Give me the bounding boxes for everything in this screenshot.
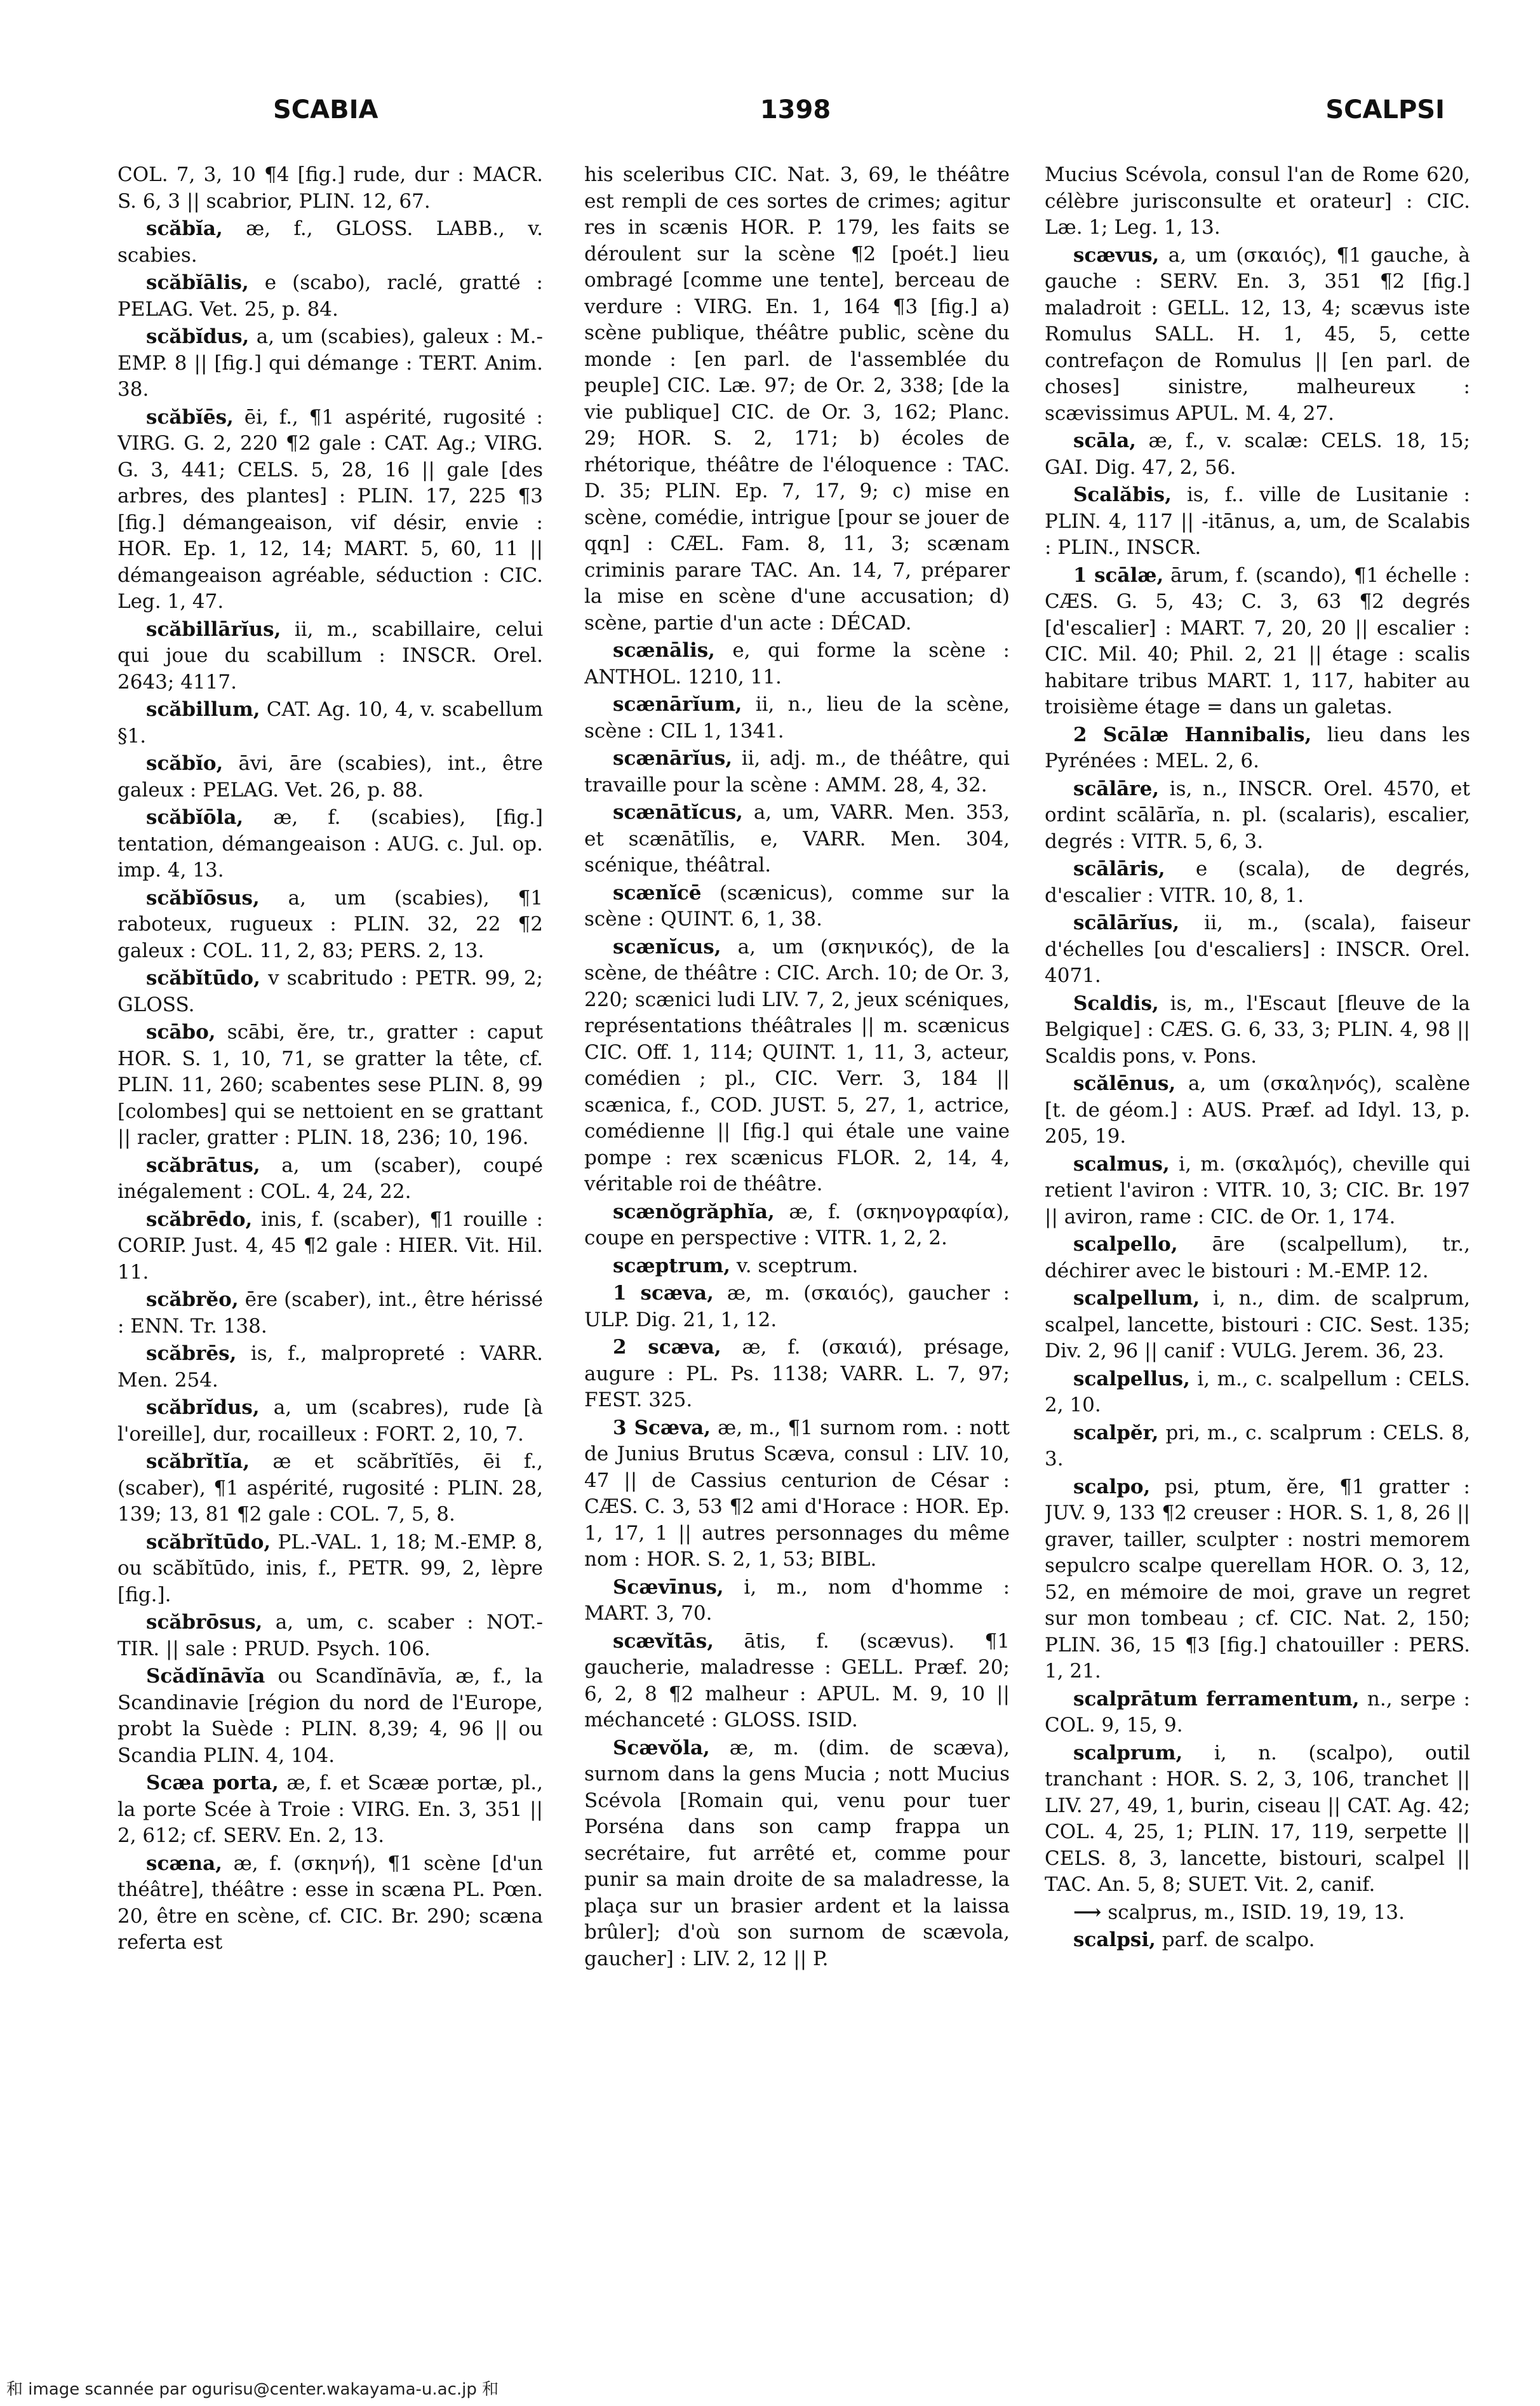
dictionary-entry [1045, 162, 1470, 241]
dictionary-entry [1045, 428, 1470, 481]
dictionary-entry [584, 1280, 1010, 1333]
header-left-word: SCABIA [273, 95, 378, 124]
dictionary-entry [117, 270, 543, 323]
entry-definition: ii, m., scabillaire, celui qui joue du scabillum : INSCR. Orel. 2643; 4117. [117, 617, 543, 694]
entry-headword: scænŏgrăphĭa, [613, 1200, 775, 1223]
entry-headword: scăbĭēs, [146, 405, 234, 429]
dictionary-entry [117, 965, 543, 1018]
entry-headword: scăbĭdus, [146, 325, 250, 348]
entry-headword: scalpo, [1073, 1475, 1151, 1498]
entry-headword: scăbillārĭus, [146, 617, 281, 641]
entry-definition: ou Scandĭnāvĭa, æ, f., la Scandinavie [région du nord de l'Europe, probt la Suède : PLIN. 8,39; 4, 96 || ou Scandia PLIN. 4, 104. [117, 1665, 543, 1767]
entry-definition: is, f., malpropreté : VARR. Men. 254. [117, 1342, 543, 1392]
entry-definition: lieu dans les Pyrénées : MEL. 2, 6. [1045, 723, 1470, 772]
entry-headword: scăbrĭdus, [146, 1396, 260, 1419]
header-right-word: SCALPSI [1325, 95, 1445, 124]
column-1 [117, 162, 543, 2334]
entry-definition: e, qui forme la scène : ANTHOL. 1210, 11. [584, 639, 1010, 689]
entry-headword: scænĭcus, [613, 935, 721, 958]
entry-definition: æ, m. (σκαιός), gaucher : ULP. Dig. 21, 1, 12. [584, 1282, 1010, 1331]
entry-headword: scalprātum ferramentum, [1073, 1687, 1360, 1710]
entry-definition: ārum, f. (scando), ¶1 échelle : CÆS. G. 5, 43; C. 3, 63 ¶2 degrés [d'escalier] : MART. 7, 20, 20 || escalier : CIC. Mil. 40; Phil. 2, 21 || étage : scalis habitare tribus MART. 1, 117, habiter au troisième étage = dans un galetas. [1045, 563, 1470, 718]
entry-headword: scăbrĕo, [146, 1288, 239, 1311]
dictionary-entry [584, 1575, 1010, 1627]
dictionary-entry [117, 1610, 543, 1662]
dictionary-entry [1045, 856, 1470, 909]
dictionary-entry [1045, 910, 1470, 990]
entry-definition: ii, n., lieu de la scène, scène : CIL 1, 1341. [584, 693, 1010, 743]
entry-headword: Scaldis, [1073, 991, 1159, 1015]
entry-headword: ⟶ [1073, 1900, 1102, 1924]
dictionary-entry [1045, 482, 1470, 561]
dictionary-entry [117, 885, 543, 965]
dictionary-entry [117, 1287, 543, 1340]
dictionary-entry [1045, 243, 1470, 427]
entry-headword: scalpsi, [1073, 1928, 1156, 1951]
entry-headword: scænĭcē [613, 881, 702, 904]
entry-definition: a, um (σκαληνός), scalène [t. de géom.] : AUS. Præf. ad Idyl. 13, p. 205, 19. [1045, 1072, 1470, 1148]
entry-headword: scābo, [146, 1021, 216, 1044]
dictionary-entry [584, 1334, 1010, 1414]
dictionary-entry [117, 1153, 543, 1206]
dictionary-entry [584, 934, 1010, 1198]
entry-headword: scālāre, [1073, 777, 1160, 800]
entry-definition: i, m., c. scalpellum : CELS. 2, 10. [1045, 1367, 1470, 1416]
entry-headword: scænālis, [613, 639, 715, 662]
entry-definition: e (scabo), raclé, gratté : PELAG. Vet. 25, p. 84. [117, 271, 543, 321]
dictionary-entry [1045, 1071, 1470, 1150]
entry-headword: scăbillum, [146, 698, 260, 721]
entry-headword: scænārĭus, [613, 747, 733, 770]
dictionary-entry [117, 216, 543, 269]
entry-definition: i, m. (σκαλμός), cheville qui retient l'aviron : VITR. 10, 3; CIC. Br. 197 || aviron, rame : CIC. de Or. 1, 174. [1045, 1152, 1470, 1228]
entry-headword: scăbĭa, [146, 217, 223, 240]
entry-headword: scalpĕr, [1073, 1421, 1159, 1444]
entry-headword: 3 Scæva, [613, 1416, 711, 1439]
entry-definition: i, n. (scalpo), outil tranchant : HOR. S. 2, 3, 106, tranchet || LIV. 27, 49, 1, burin, ciseau || CAT. Ag. 42; COL. 4, 25, 1; PLIN. 17, 119, serpette || CELS. 8, 3, lancette, bistouri, scalpel || TAC. An. 5, 8; SUET. Vit. 2, canif. [1045, 1741, 1470, 1896]
dictionary-entry [117, 805, 543, 884]
entry-headword: scăbrĭtūdo, [146, 1530, 271, 1554]
entry-headword: scævĭtās, [613, 1629, 714, 1653]
entry-headword: scālārĭus, [1073, 911, 1180, 934]
entry-definition: (scænicus), comme sur la scène : QUINT. 6, 1, 38. [584, 881, 1010, 931]
entry-headword: scăbrātus, [146, 1153, 260, 1177]
dictionary-entry [1045, 1232, 1470, 1284]
dictionary-entry [117, 1449, 543, 1528]
dictionary-entry [117, 1770, 543, 1850]
entry-definition: e (scala), de degrés, d'escalier : VITR. 10, 8, 1. [1045, 857, 1470, 907]
entry-definition: Mucius Scévola, consul l'an de Rome 620, célèbre jurisconsulte et orateur] : CIC. Læ. 1; Leg. 1, 13. [1045, 163, 1470, 239]
entry-definition: is, f.. ville de Lusitanie : PLIN. 4, 117 || -itānus, a, um, de Scalabis : PLIN., INSCR. [1045, 483, 1470, 559]
entry-definition: psi, ptum, ĕre, ¶1 gratter : JUV. 9, 133 ¶2 creuser : HOR. S. 1, 8, 26 || graver, tailler, sculpter : nostri memorem sepulcro scalpe querellam HOR. O. 3, 12, 52, en mémoire de moi, grave un regret sur mon tombeau ; cf. CIC. Nat. 2, 150; PLIN. 36, 15 ¶3 [fig.] chatouiller : PERS. 1, 21. [1045, 1475, 1470, 1683]
entry-headword: scăbĭo, [146, 752, 224, 775]
entry-headword: 2 scæva, [613, 1336, 721, 1359]
entry-definition: CAT. Ag. 10, 4, v. scabellum §1. [117, 698, 543, 748]
dictionary-entry [117, 162, 543, 215]
entry-definition: ēre (scaber), int., être hérissé : ENN. Tr. 138. [117, 1288, 543, 1338]
entry-headword: scalprum, [1073, 1741, 1183, 1764]
dictionary-entry [117, 617, 543, 696]
entry-headword: scăbĭōsus, [146, 886, 260, 910]
dictionary-entry [1045, 1152, 1470, 1231]
page-number: 1398 [760, 95, 831, 124]
entry-headword: scăbrĭtĭa, [146, 1450, 250, 1473]
entry-headword: 1 scæva, [613, 1282, 714, 1305]
entry-headword: scænātĭcus, [613, 801, 743, 824]
dictionary-entry [1045, 1927, 1470, 1954]
entry-headword: Scădĭnāvĭa [146, 1665, 265, 1688]
entry-definition: parf. de scalpo. [1162, 1928, 1315, 1951]
dictionary-entry [1045, 1686, 1470, 1739]
dictionary-entry [117, 697, 543, 749]
dictionary-entry [1045, 1740, 1470, 1899]
dictionary-entry [117, 1019, 543, 1152]
entry-headword: scăbĭālis, [146, 271, 249, 294]
entry-headword: Scævīnus, [613, 1575, 724, 1599]
entry-definition: ii, m., (scala), faiseur d'échelles [ou d'escaliers] : INSCR. Orel. 4071. [1045, 911, 1470, 987]
entry-definition: a, um, VARR. Men. 353, et scænātĭlis, e, VARR. Men. 304, scénique, théâtral. [584, 801, 1010, 877]
dictionary-entry [584, 1199, 1010, 1252]
entry-definition: æ, f. (scabies), [fig.] tentation, démangeaison : AUG. c. Jul. op. imp. 4, 13. [117, 806, 543, 882]
dictionary-entry [117, 324, 543, 403]
entry-definition: a, um (σκαιός), ¶1 gauche, à gauche : SERV. En. 3, 351 ¶2 [fig.] maladroit : GELL. 12, 13, 4; scævus iste Romulus SALL. H. 1, 45, 5, cette contrefaçon de Romulus || [en parl. de choses] sinistre, malheureux : scævissimus APUL. M. 4, 27. [1045, 243, 1470, 425]
dictionary-entry [584, 692, 1010, 744]
entry-headword: scăbrēdo, [146, 1207, 253, 1231]
entry-definition: i, n., dim. de scalprum, scalpel, lancette, bistouri : CIC. Sest. 135; Div. 2, 96 || canif : VULG. Jerem. 36, 23. [1045, 1287, 1470, 1362]
entry-definition: pri, m., c. scalprum : CELS. 8, 3. [1045, 1421, 1470, 1470]
entry-headword: scăbĭōla, [146, 806, 244, 829]
entry-definition: is, n., INSCR. Orel. 4570, et ordint scālārĭa, n. pl. (scalaris), escalier, degrés : VITR. 5, 6, 3. [1045, 777, 1470, 853]
entry-headword: scăbrēs, [146, 1342, 237, 1365]
entry-headword: scalpellus, [1073, 1367, 1190, 1390]
dictionary-entry [584, 746, 1010, 798]
dictionary-entry [584, 638, 1010, 690]
entry-headword: scænārĭum, [613, 693, 742, 716]
entry-definition: i, m., nom d'homme : MART. 3, 70. [584, 1575, 1010, 1625]
entry-definition: a, um (scabies), ¶1 raboteux, rugueux : PLIN. 32, 22 ¶2 galeux : COL. 11, 2, 83; PERS. 2, 13. [117, 886, 543, 962]
entry-headword: 2 Scālæ Hannibalis, [1073, 723, 1312, 746]
entry-headword: Scæa porta, [146, 1771, 279, 1794]
dictionary-entry [117, 405, 543, 615]
dictionary-entry [1045, 1420, 1470, 1473]
entry-definition: æ, f., GLOSS. LABB., v. scabies. [117, 217, 543, 267]
scan-credit: 和 image scannée par ogurisu@center.wakayama-u.ac.jp 和 [6, 2380, 499, 2399]
entry-definition: n., serpe : COL. 9, 15, 9. [1045, 1687, 1470, 1737]
entry-definition: æ, m., ¶1 surnom rom. : nott de Junius Brutus Scæva, consul : LIV. 10, 47 || de Cassius centurion de César : CÆS. C. 3, 53 ¶2 ami d'Horace : HOR. Ep. 1, 17, 1 || autres personnages du même nom : HOR. S. 2, 1, 53; BIBL. [584, 1416, 1010, 1571]
dictionary-entry [584, 1629, 1010, 1734]
entry-definition: a, um (σκηνικός), de la scène, de théâtre : CIC. Arch. 10; de Or. 3, 220; scænici ludi LIV. 7, 2, jeux scéniques, représentations théâtrales || m. scænicus CIC. Off. 1, 114; QUINT. 1, 11, 3, acteur, comédien ; pl., CIC. Verr. 3, 184 || scænica, f., COD. JUST. 5, 27, 1, actrice, comédienne || [fig.] qui étale une vaine pompe : rex scænicus FLOR. 2, 14, 4, véritable roi de théâtre. [584, 935, 1010, 1195]
dictionary-entry [584, 1415, 1010, 1573]
dictionary-entry [117, 1395, 543, 1448]
page-header [114, 95, 1476, 140]
entry-headword: scæna, [146, 1852, 222, 1875]
dictionary-entry [117, 1529, 543, 1609]
entry-headword: scălēnus, [1073, 1072, 1176, 1095]
entry-definition: COL. 7, 3, 10 ¶4 [fig.] rude, dur : MACR. S. 6, 3 || scabrior, PLIN. 12, 67. [117, 163, 543, 213]
entry-definition: æ, f. et Scææ portæ, pl., la porte Scée à Troie : VIRG. En. 3, 351 || 2, 612; cf. SERV. En. 2, 13. [117, 1771, 543, 1847]
entry-definition: a, um, c. scaber : NOT.-TIR. || sale : PRUD. Psych. 106. [117, 1611, 543, 1660]
dictionary-entry [1045, 991, 1470, 1070]
entry-definition: æ, f. (σκαιά), présage, augure : PL. Ps. 1138; VARR. L. 7, 97; FEST. 325. [584, 1336, 1010, 1411]
entry-headword: scævus, [1073, 243, 1160, 267]
dictionary-entry [117, 1207, 543, 1286]
entry-definition: a, um (scabres), rude [à l'oreille], dur, rocailleux : FORT. 2, 10, 7. [117, 1396, 543, 1446]
entry-definition: æ et scăbrĭtĭēs, ēi f., (scaber), ¶1 aspérité, rugosité : PLIN. 28, 139; 13, 81 ¶2 gale : COL. 7, 5, 8. [117, 1450, 543, 1526]
entry-definition: æ, f., v. scalæ: CELS. 18, 15; GAI. Dig. 47, 2, 56. [1045, 429, 1470, 479]
dictionary-entry [1045, 722, 1470, 775]
entry-headword: scalpello, [1073, 1233, 1178, 1256]
entry-definition: scābi, ĕre, tr., gratter : caput HOR. S. 1, 10, 71, se gratter la tête, cf. PLIN. 11, 260; scabentes sese PLIN. 8, 99 [colombes] qui se nettoient en se grattant || racler, gratter : PLIN. 18, 236; 10, 196. [117, 1021, 543, 1149]
entry-headword: scæptrum, [613, 1254, 731, 1277]
column-2 [584, 162, 1010, 2334]
column-3 [1045, 162, 1470, 2334]
entry-definition: v scabritudo : PETR. 99, 2; GLOSS. [117, 967, 543, 1016]
dictionary-entry [584, 1735, 1010, 1973]
entry-headword: 1 scālæ, [1073, 563, 1164, 587]
dictionary-entry [584, 800, 1010, 879]
entry-definition: æ, f. (σκηνογραφία), coupe en perspective : VITR. 1, 2, 2. [584, 1200, 1010, 1249]
entry-headword: Scalăbis, [1073, 483, 1172, 506]
entry-definition: scalprus, m., ISID. 19, 19, 13. [1108, 1900, 1405, 1924]
entry-definition: ēi, f., ¶1 aspérité, rugosité : VIRG. G. 2, 220 ¶2 gale : CAT. Ag.; VIRG. G. 3, 441; CELS. 5, 28, 16 || gale [des arbres, des plantes] : PLIN. 17, 225 ¶3 [fig.] démangeaison, vif désir, envie : HOR. Ep. 1, 12, 14; MART. 5, 60, 11 || démangeaison agréable, séduction : CIC. Leg. 1, 47. [117, 405, 543, 613]
entry-headword: scăbĭtūdo, [146, 967, 260, 990]
entry-definition: ātis, f. (scævus). ¶1 gaucherie, maladresse : GELL. Præf. 20; 6, 2, 8 ¶2 malheur : APUL. M. 9, 10 || méchanceté : GLOSS. ISID. [584, 1629, 1010, 1731]
dictionary-entry [117, 751, 543, 803]
entry-definition: ii, adj. m., de théâtre, qui travaille pour la scène : AMM. 28, 4, 32. [584, 747, 1010, 796]
dictionary-entry [1045, 563, 1470, 721]
entry-definition: a, um (scaber), coupé inégalement : COL. 4, 24, 22. [117, 1153, 543, 1203]
entry-headword: scālāris, [1073, 857, 1165, 880]
dictionary-entry [1045, 1474, 1470, 1685]
entry-headword: scalmus, [1073, 1152, 1170, 1176]
entry-definition: āvi, āre (scabies), int., être galeux : PELAG. Vet. 26, p. 88. [117, 752, 543, 802]
dictionary-entry [1045, 1900, 1470, 1926]
entry-definition: v. sceptrum. [736, 1254, 859, 1277]
entry-definition: is, m., l'Escaut [fleuve de la Belgique] : CÆS. G. 6, 33, 3; PLIN. 4, 98 || Scaldis pons, v. Pons. [1045, 991, 1470, 1068]
entry-definition: inis, f. (scaber), ¶1 rouille : CORIP. Just. 4, 45 ¶2 gale : HIER. Vit. Hil. 11. [117, 1207, 543, 1284]
dictionary-entry [1045, 1366, 1470, 1419]
entry-definition: PL.-VAL. 1, 18; M.-EMP. 8, ou scăbĭtūdo, inis, f., PETR. 99, 2, lèpre [fig.]. [117, 1530, 543, 1606]
dictionary-entry [1045, 1286, 1470, 1365]
entry-headword: Scævŏla, [613, 1736, 710, 1759]
dictionary-entry [1045, 776, 1470, 856]
dictionary-entry [584, 1253, 1010, 1280]
entry-definition: his sceleribus CIC. Nat. 3, 69, le théâtre est rempli de ces sortes de crimes; agitur res in scænis HOR. P. 179, les faits se déroulent sur la scène ¶2 [poét.] lieu ombragé [comme une tente], berceau de verdure : VIRG. En. 1, 164 ¶3 [fig.] a) scène publique, théâtre public, scène du monde : [en parl. de l'assemblée du peuple] CIC. Læ. 97; de Or. 2, 338; [de la vie publique] CIC. de Or. 3, 162; Planc. 29; HOR. S. 2, 171; b) écoles de rhétorique, théâtre de l'éloquence : TAC. D. 35; PLIN. Ep. 7, 17, 9; c) mise en scène, comédie, intrigue [pour se jouer de qqn] : CÆL. Fam. 8, 11, 3; scænam criminis parare TAC. An. 14, 7, préparer la mise en scène d'une accusation; d) scène, partie d'un acte : DÉCAD. [584, 163, 1010, 635]
entry-definition: æ, f. (σκηνή), ¶1 scène [d'un théâtre], théâtre : esse in scæna PL. Pœn. 20, être en scène, cf. CIC. Br. 290; scæna referta est [117, 1852, 543, 1954]
entry-definition: āre (scalpellum), tr., déchirer avec le bistouri : M.-EMP. 12. [1045, 1233, 1470, 1282]
dictionary-entry [117, 1341, 543, 1394]
entry-definition: a, um (scabies), galeux : M.-EMP. 8 || [fig.] qui démange : TERT. Anim. 38. [117, 325, 543, 401]
dictionary-entry [117, 1851, 543, 1956]
entry-headword: scalpellum, [1073, 1287, 1200, 1310]
entry-headword: scăbrōsus, [146, 1611, 263, 1634]
dictionary-entry [584, 880, 1010, 933]
entry-headword: scāla, [1073, 429, 1137, 452]
entry-definition: æ, m. (dim. de scæva), surnom dans la gens Mucia ; nott Mucius Scévola [Romain qui, venu pour tuer Porséna dans son camp frappa un secrétaire, fut arrêté et, comme pour punir sa main droite de sa maladresse, la plaça sur un brasier ardent et la laissa brûler]; d'où son surnom de scævola, gaucher] : LIV. 2, 12 || P. [584, 1736, 1010, 1970]
dictionary-entry [117, 1663, 543, 1769]
dictionary-entry [584, 162, 1010, 636]
